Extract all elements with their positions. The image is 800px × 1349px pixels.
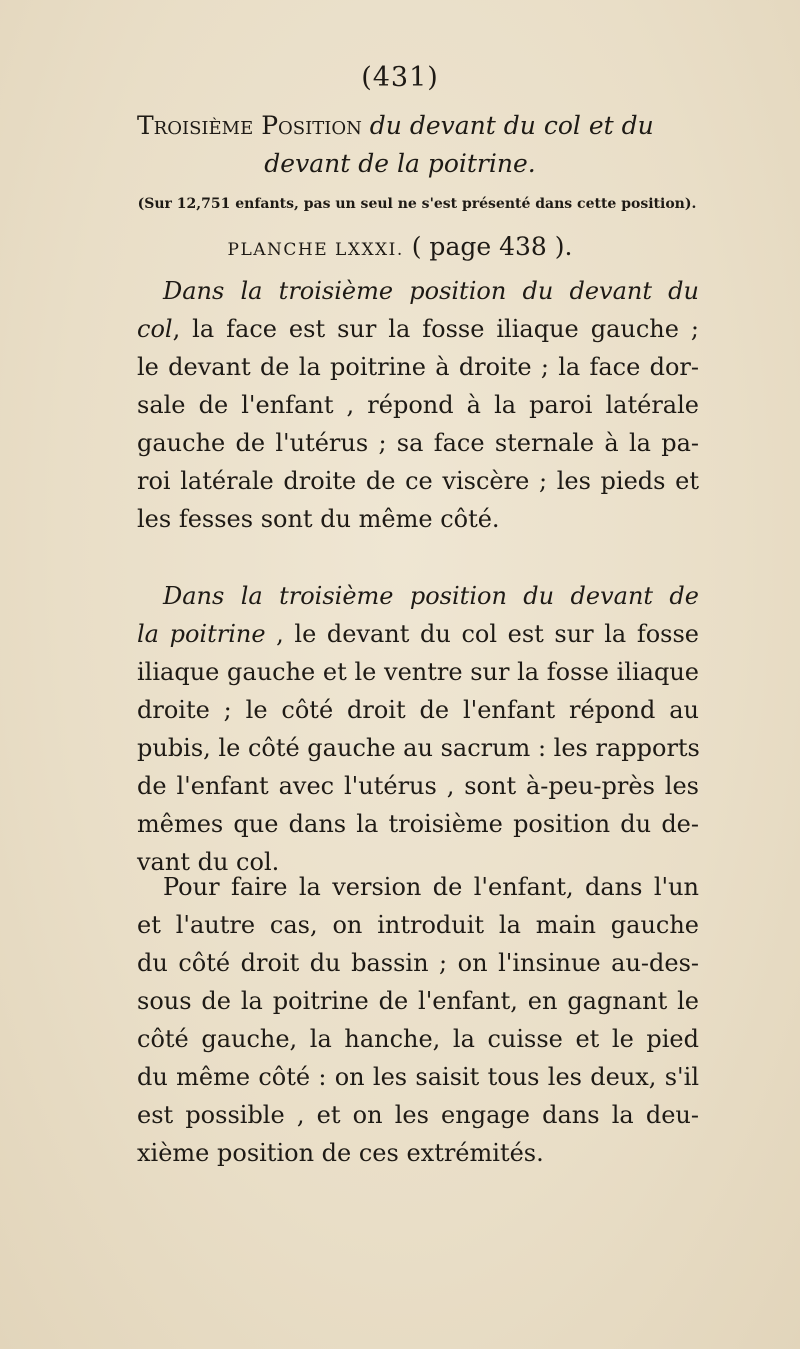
text-line: du côté droit du bassin ; on l'insinue au-des-: [137, 949, 699, 977]
text-line: côté gauche, la hanche, la cuisse et le pied: [137, 1025, 699, 1053]
paragraph-3: [137, 868, 699, 1172]
plate-reference: [0, 229, 800, 268]
position-title-line-1: du devant du col et du: [369, 111, 654, 140]
position-label: Troisième Position: [137, 111, 362, 140]
text-line: droite ; le côté droit de l'enfant répond au: [137, 696, 699, 724]
position-title-line-2: devant de la poitrine.: [264, 149, 536, 178]
text-line: mêmes que dans la troisième position du de-: [137, 810, 699, 838]
paragraph-2: [137, 577, 699, 881]
paragraph-1: [137, 272, 699, 538]
text-line: Dans la troisième position du devant de: [163, 582, 699, 610]
section-heading: [137, 108, 697, 144]
text-line: pubis, le côté gauche au sacrum : les rapports: [137, 734, 700, 762]
text-line: col, la face est sur la fosse iliaque gauche ;: [137, 315, 699, 343]
page-number: (431): [361, 62, 439, 93]
text-line: du même côté : on les saisit tous les deux, s'il: [137, 1063, 699, 1091]
text-line: vant du col.: [137, 848, 280, 876]
text-line: sale de l'enfant , répond à la paroi latérale: [137, 391, 699, 419]
text-line: gauche de l'utérus ; sa face sternale à la pa-: [137, 429, 699, 457]
section-heading-line-2: [0, 146, 800, 182]
text-line: les fesses sont du même côté.: [137, 505, 500, 533]
text-line: la poitrine , le devant du col est sur la fosse: [137, 620, 700, 648]
plate-page-ref: ( page 438 ).: [411, 232, 573, 261]
text-line: de l'enfant avec l'utérus , sont à-peu-près les: [137, 772, 699, 800]
plate-label: PLANCHE LXXXI.: [227, 240, 404, 260]
text-line: xième position de ces extrémités.: [137, 1139, 544, 1167]
text-line: le devant de la poitrine à droite ; la face dor-: [137, 353, 699, 381]
text-line: iliaque gauche et le ventre sur la fosse iliaque: [137, 658, 699, 686]
text-line: roi latérale droite de ce viscère ; les pieds et: [137, 467, 699, 495]
text-line: est possible , et on les engage dans la deu-: [137, 1101, 699, 1129]
statistics-note: (Sur 12,751 enfants, pas un seul ne s'est présenté dans cette position).: [137, 196, 697, 212]
text-line: Dans la troisième position du devant du: [163, 277, 699, 305]
text-line: Pour faire la version de l'enfant, dans l'un: [163, 873, 699, 901]
text-line: et l'autre cas, on introduit la main gauche: [137, 911, 699, 939]
text-line: sous de la poitrine de l'enfant, en gagnant le: [137, 987, 699, 1015]
